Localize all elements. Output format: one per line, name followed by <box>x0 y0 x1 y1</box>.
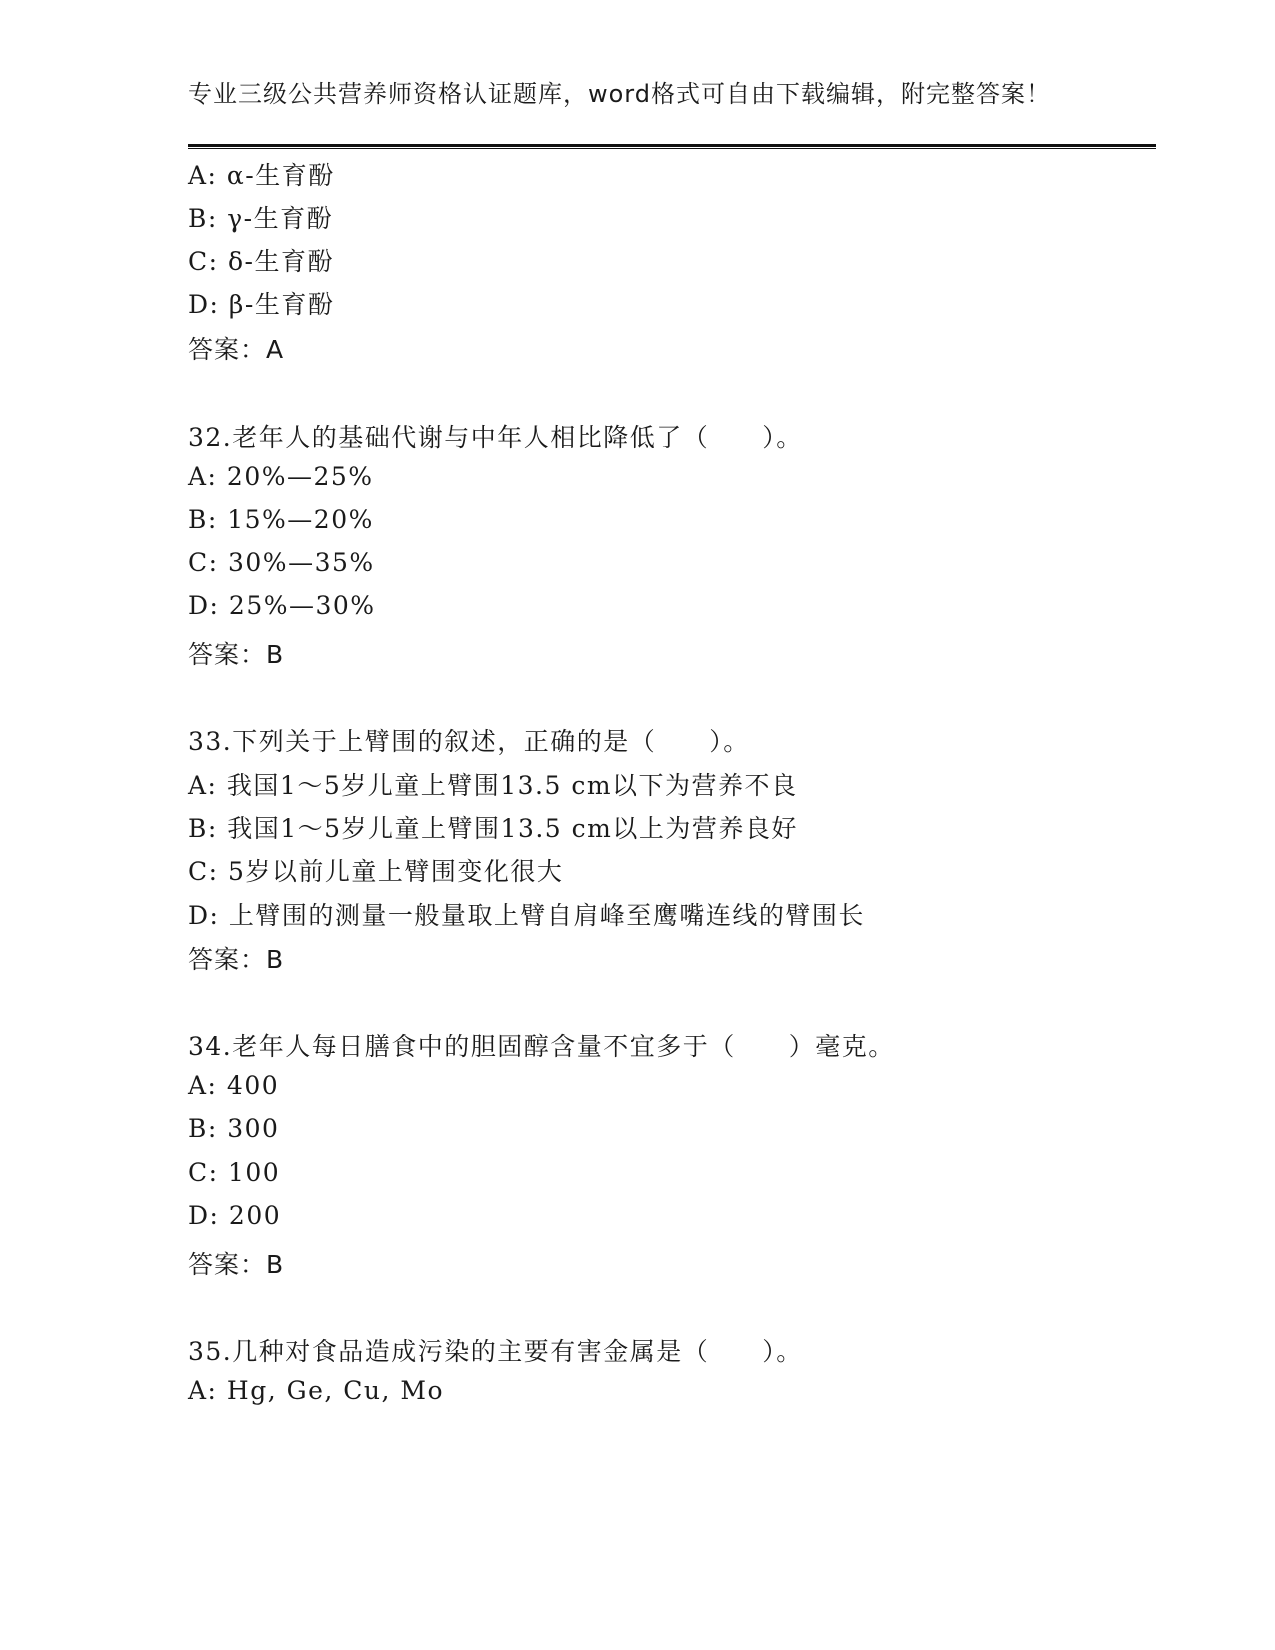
q32-answer: 答案：B <box>188 640 285 669</box>
q32-question: 32.老年人的基础代谢与中年人相比降低了（ ）。 <box>188 423 803 452</box>
q32-option-c: C: 30%—35% <box>188 548 375 577</box>
q31-option-b: B: γ-生育酚 <box>188 204 334 233</box>
q33-option-a: A: 我国1～5岁儿童上臂围13.5 cm以下为营养不良 <box>188 771 798 800</box>
q34-answer: 答案：B <box>188 1250 285 1279</box>
q33-question: 33.下列关于上臂围的叙述，正确的是（ ）。 <box>188 727 750 756</box>
q31-option-a: A: α-生育酚 <box>188 161 335 190</box>
q34-question: 34.老年人每日膳食中的胆固醇含量不宜多于（ ）毫克。 <box>188 1032 895 1061</box>
q32-option-d: D: 25%—30% <box>188 591 376 620</box>
q31-answer: 答案：A <box>188 335 285 364</box>
q33-answer: 答案：B <box>188 945 285 974</box>
q34-option-a: A: 400 <box>188 1071 280 1100</box>
q32-option-b: B: 15%—20% <box>188 505 374 534</box>
q34-option-c: C: 100 <box>188 1158 281 1187</box>
q31-option-d: D: β-生育酚 <box>188 290 335 319</box>
q33-option-c: C: 5岁以前儿童上臂围变化很大 <box>188 857 564 886</box>
q31-option-c: C: δ-生育酚 <box>188 247 334 276</box>
q32-option-a: A: 20%—25% <box>188 462 374 491</box>
header-divider <box>188 144 1156 149</box>
q34-option-b: B: 300 <box>188 1114 280 1143</box>
q35-question: 35.几种对食品造成污染的主要有害金属是（ ）。 <box>188 1337 803 1366</box>
header-title: 专业三级公共营养师资格认证题库，word格式可自由下载编辑，附完整答案！ <box>188 80 1051 108</box>
q35-option-a: A: Hg, Ge, Cu, Mo <box>188 1376 445 1405</box>
q34-option-d: D: 200 <box>188 1201 282 1230</box>
q33-option-d: D: 上臂围的测量一般量取上臂自肩峰至鹰嘴连线的臂围长 <box>188 901 865 930</box>
q33-option-b: B: 我国1～5岁儿童上臂围13.5 cm以上为营养良好 <box>188 814 798 843</box>
